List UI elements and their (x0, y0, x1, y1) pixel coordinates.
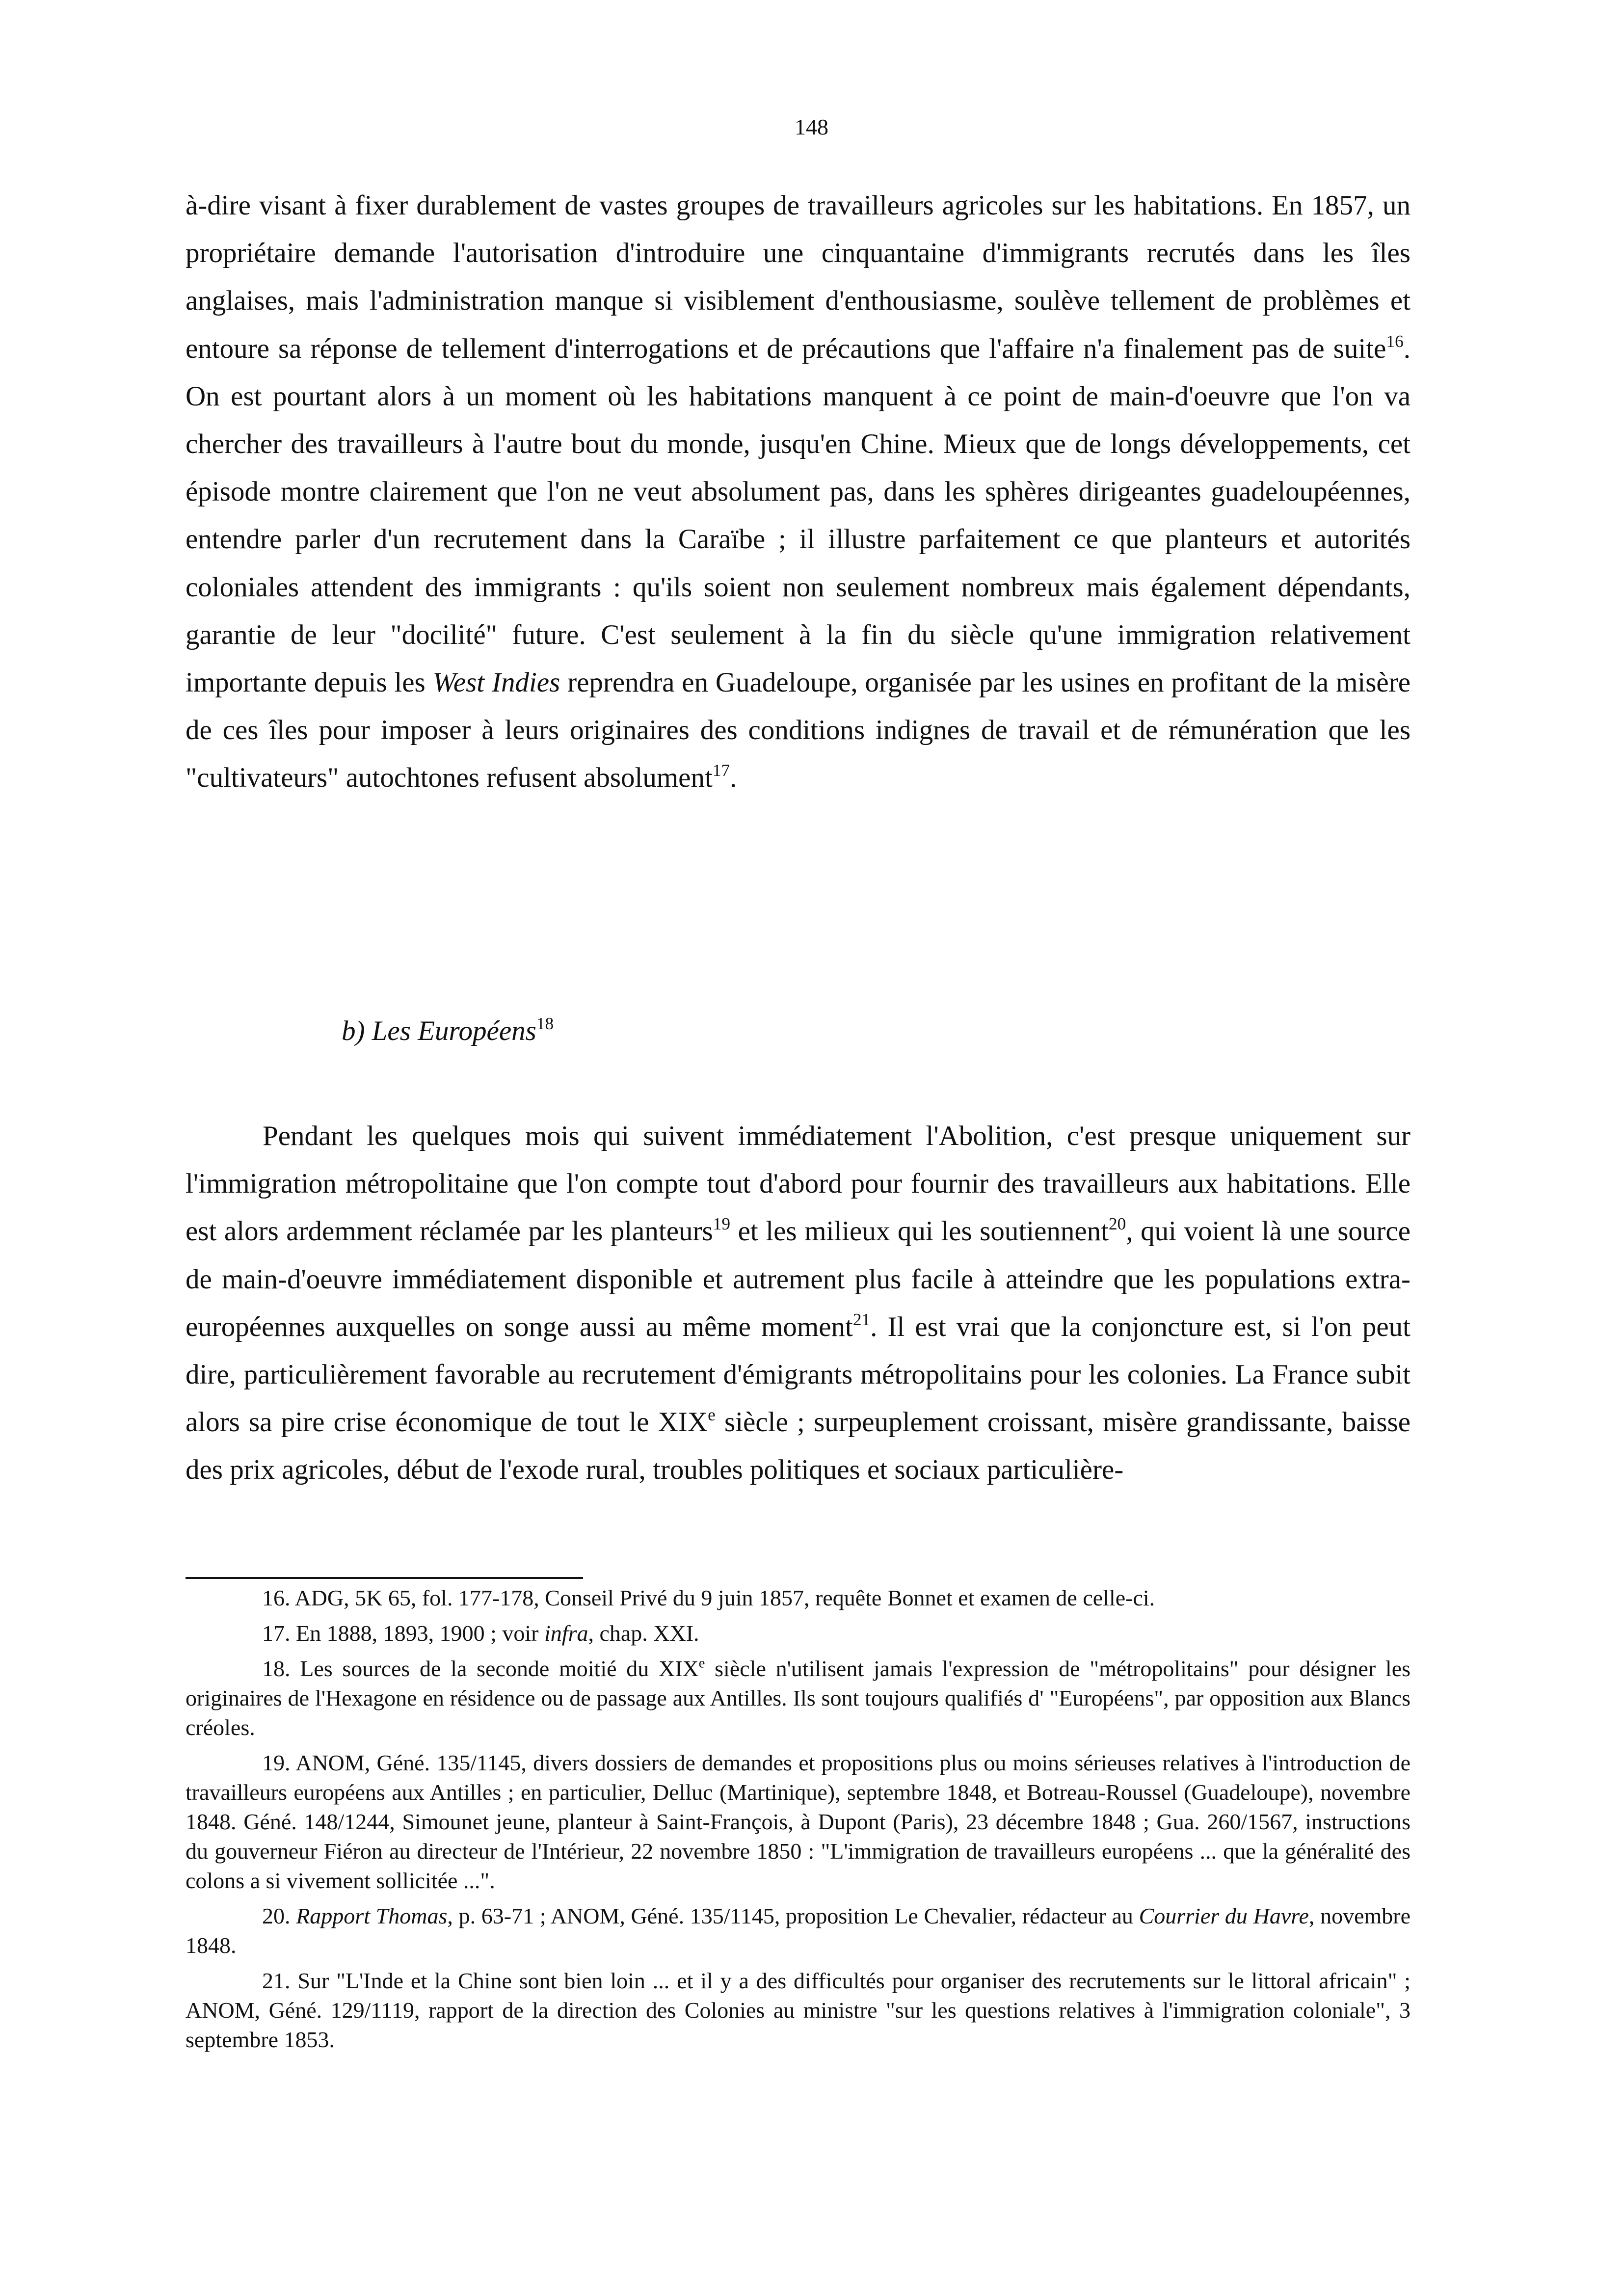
footnote-ref-18[interactable]: 18 (536, 1014, 554, 1034)
footnote-16: 16. ADG, 5K 65, fol. 177-178, Conseil Privé du 9 juin 1857, requête Bonnet et examen de celle-ci. (262, 1585, 1155, 1610)
superscript-e: e (698, 1655, 705, 1671)
paragraph-text: . Il est vrai que la conjoncture est, si l'on peut dire, particulièrement favorable au recrutement d'émigrants métropolitains pour les colonies. La France subit alors sa pire crise économique de tout le XIX (186, 1311, 1410, 1438)
body-paragraph-1 (186, 182, 1410, 802)
footnotes (186, 1583, 1410, 2060)
footnote-ref-16[interactable]: 16 (1386, 331, 1404, 351)
footnote-17 (186, 1619, 1410, 1648)
paragraph-text: . (730, 762, 737, 794)
footnote-21: 21. Sur "L'Inde et la Chine sont bien loin ... et il y a des difficultés pour organiser des recrutements sur le littoral africain" ; ANOM, Géné. 129/1119, rapport de la direction des Colonies au ministre "sur les questions relatives à l'immigration coloniale", 3 septembre 1853. (186, 1968, 1410, 2052)
paragraph-text: reprendra en Guadeloupe, organisée par les usines en profitant de la misère de ces îles pour imposer à leurs originaires des conditions indignes de travail et de rémunération que les "cultivateurs" autochtones refusent absolument (186, 667, 1410, 794)
footnote-text: 17. En 1888, 1893, 1900 ; voir (262, 1621, 544, 1646)
italic-title-rapport-thomas: Rapport Thomas (296, 1903, 448, 1928)
italic-title-courrier-du-havre: Courrier du Havre (1139, 1903, 1309, 1928)
italic-term-west-indies: West Indies (432, 667, 560, 698)
paragraph-text: siècle ; surpeuplement croissant, misère grandissante, baisse des prix agricoles, début de l'exode rural, troubles politiques et sociaux particulière- (186, 1407, 1410, 1486)
paragraph-text: Pendant les quelques mois qui suivent immédiatement l'Abolition, c'est presque uniquement sur l'immigration métropolitaine que l'on compte tout d'abord pour fournir des travailleurs aux habitations. Elle est alors ardemment réclamée par les planteurs (186, 1121, 1410, 1247)
footnote-18 (186, 1654, 1410, 1742)
paragraph-text: , qui voient là une source de main-d'oeuvre immédiatement disponible et autrement plus facile à atteindre que les populations extra-européennes auxquelles on songe aussi au même moment (186, 1216, 1410, 1342)
footnote-text: , chap. XXI. (588, 1621, 699, 1646)
footnote-ref-21[interactable]: 21 (852, 1309, 871, 1329)
body-paragraph-2 (186, 1112, 1410, 1494)
page-number: 148 (795, 114, 828, 139)
footnote-20 (186, 1901, 1410, 1960)
footnote-text: , novembre 1848. (186, 1903, 1411, 1958)
footnote-ref-17[interactable]: 17 (712, 761, 730, 780)
footnote-ref-19[interactable]: 19 (713, 1214, 730, 1234)
paragraph-text: à-dire visant à fixer durablement de vastes groupes de travailleurs agricoles sur les habitations. En 1857, un propriétaire demande l'autorisation d'introduire une cinquantaine d'immigrants recrutés dans les îles anglaises, mais l'administration manque si visiblement d'enthousiasme, soulève tellement de problèmes et entoure sa réponse de tellement d'interrogations et de précautions que l'affaire n'a finalement pas de suite (186, 190, 1410, 364)
footnote-text: , p. 63-71 ; ANOM, Géné. 135/1145, proposition Le Chevalier, rédacteur au (447, 1903, 1139, 1928)
footnote-text: siècle n'utilisent jamais l'expression de "métropolitains" pour désigner les originaires de l'Hexagone en résidence ou de passage aux Antilles. Ils sont toujours qualifiés d' "Européens", par opposition aux Blancs créoles. (186, 1656, 1411, 1740)
footnote-separator (186, 1577, 583, 1579)
superscript-e: e (708, 1405, 716, 1425)
section-heading-text: b) Les Européens (342, 1015, 536, 1046)
italic-term-infra: infra (544, 1621, 588, 1646)
paragraph-text: et les milieux qui les soutiennent (730, 1216, 1109, 1247)
paragraph-text: . On est pourtant alors à un moment où les habitations manquent à ce point de main-d'oeuvre que l'on va chercher des travailleurs à l'autre bout du monde, jusqu'en Chine. Mieux que de longs développements, cet épisode montre clairement que l'on ne veut absolument pas, dans les sphères dirigeantes guadeloupéennes, entendre parler d'un recrutement dans la Caraïbe ; il illustre parfaitement ce que planteurs et autorités coloniales attendent des immigrants : qu'ils soient non seulement nombreux mais également dépendants, garantie de leur "docilité" future. C'est seulement à la fin du siècle qu'une immigration relativement importante depuis les (186, 333, 1410, 698)
section-heading (342, 1007, 554, 1055)
footnote-19: 19. ANOM, Géné. 135/1145, divers dossiers de demandes et propositions plus ou moins sérieuses relatives à l'introduction de travailleurs européens aux Antilles ; en particulier, Delluc (Martinique), septembre 1848, et Botreau-Roussel (Guadeloupe), novembre 1848. Géné. 148/1244, Simounet jeune, planteur à Saint-François, à Dupont (Paris), 23 décembre 1848 ; Gua. 260/1567, instructions du gouverneur Fiéron au directeur de l'Intérieur, 22 novembre 1850 : "L'immigration de travailleurs européens ... que la généralité des colons a si vivement sollicitée ...". (186, 1750, 1410, 1893)
footnote-ref-20[interactable]: 20 (1109, 1214, 1126, 1234)
footnote-text: 18. Les sources de la seconde moitié du XIX (262, 1656, 699, 1681)
footnote-text: 20. (262, 1903, 296, 1928)
